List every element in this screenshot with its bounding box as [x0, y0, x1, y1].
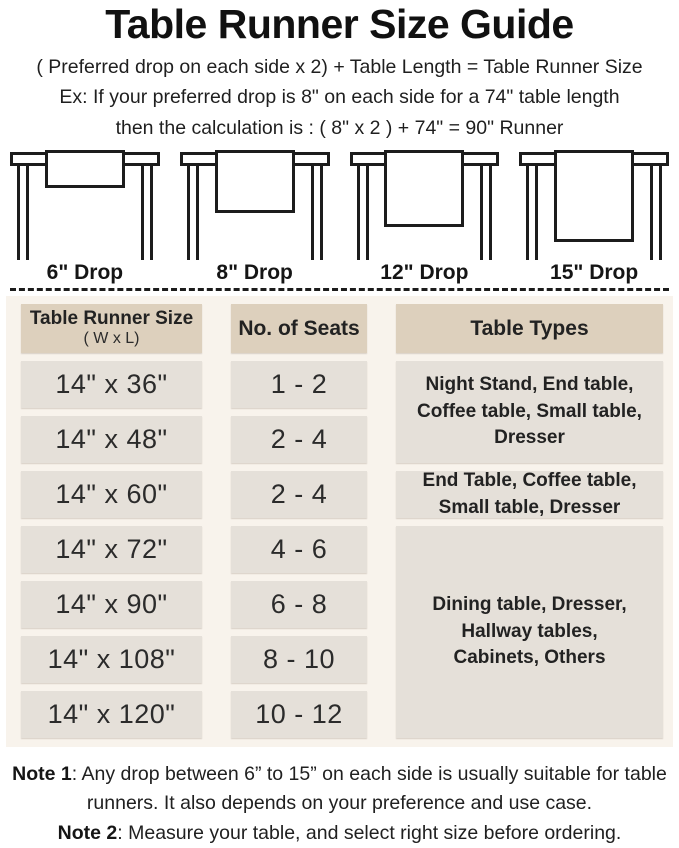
table-types-value: End Table, Coffee table, Small table, Dresser: [422, 469, 637, 518]
seats-value: 10 - 12: [255, 699, 343, 730]
runner-size-header-sub: ( W x L): [83, 330, 140, 348]
note-1-text: : Any drop between 6” to 15” on each side is usually suitable for table runners. It also depends on your preference and use case.: [71, 763, 667, 815]
runner-size-cell: [21, 471, 202, 518]
seats-cell: [231, 361, 367, 408]
seats-value: 6 - 8: [270, 589, 328, 620]
table-types-header-cell: [396, 304, 663, 353]
note-2-label: Note 2: [57, 821, 118, 844]
runner-size-value: 14" x 72": [55, 534, 168, 565]
table-types-value: Dining table, Dresser, Hallway tables, Cabinets, Others: [432, 594, 627, 669]
seats-value: 8 - 10: [262, 644, 336, 675]
seats-cell: [231, 526, 367, 573]
seats-value: 4 - 6: [270, 534, 328, 565]
note-2-text: : Measure your table, and select right size before ordering.: [117, 821, 622, 844]
seats-column: [231, 304, 367, 738]
table-leg-illustration: [480, 162, 492, 260]
seats-cell: [231, 471, 367, 518]
runner-size-header-title: Table Runner Size: [29, 308, 194, 330]
runner-size-value: 14" x 48": [55, 424, 168, 455]
table-leg-illustration: [17, 162, 29, 260]
seats-cell: [231, 691, 367, 738]
runner-size-cell: [21, 416, 202, 463]
table-leg-illustration: [650, 162, 662, 260]
table-types-cell: [396, 471, 663, 518]
table-runner-illustration: [384, 150, 464, 227]
runner-size-cell: [21, 691, 202, 738]
note-1: [4, 760, 675, 819]
drop-label-6: 6" Drop: [46, 261, 124, 285]
seats-cell: [231, 416, 367, 463]
table-leg-illustration: [357, 162, 369, 260]
page-title: Table Runner Size Guide: [105, 1, 574, 47]
diagram-12-inch-drop: [340, 147, 510, 260]
drop-diagrams: [0, 147, 679, 260]
note-2: [4, 819, 675, 848]
table-leg-illustration: [311, 162, 323, 260]
runner-size-value: 14" x 90": [55, 589, 168, 620]
runner-size-cell: [21, 361, 202, 408]
diagram-8-inch-drop: [170, 147, 340, 260]
table-types-cell: [396, 526, 663, 738]
runner-size-cell: [21, 636, 202, 683]
diagram-15-inch-drop: [509, 147, 679, 260]
runner-size-cell: [21, 581, 202, 628]
runner-size-column: [21, 304, 202, 738]
example-line-1: Ex: If your preferred drop is 8" on each side for a 74" table length: [59, 86, 620, 109]
drop-label-15: 15" Drop: [550, 261, 639, 285]
runner-size-value: 14" x 120": [47, 699, 176, 730]
table-leg-illustration: [141, 162, 153, 260]
runner-size-value: 14" x 108": [47, 644, 176, 675]
table-types-column: [396, 304, 663, 738]
table-types-header-title: Table Types: [470, 316, 589, 340]
runner-size-value: 14" x 60": [55, 479, 168, 510]
drop-labels: [0, 261, 679, 285]
runner-size-value: 14" x 36": [55, 369, 168, 400]
diagram-6-inch-drop: [0, 147, 170, 260]
table-runner-illustration: [554, 150, 634, 242]
seats-header-cell: [231, 304, 367, 353]
table-runner-illustration: [45, 150, 125, 188]
runner-size-header-cell: [21, 304, 202, 353]
formula-text: ( Preferred drop on each side x 2) + Table Length = Table Runner Size: [36, 56, 643, 79]
drop-label-12: 12" Drop: [380, 261, 469, 285]
drop-label-8: 8" Drop: [216, 261, 293, 285]
table-leg-illustration: [526, 162, 538, 260]
table-runner-illustration: [215, 150, 295, 213]
notes-section: [0, 747, 679, 848]
example-line-2: then the calculation is : ( 8" x 2 ) + 74" = 90" Runner: [115, 116, 564, 139]
size-table-panel: [6, 296, 673, 747]
seats-value: 2 - 4: [270, 479, 328, 510]
dashed-divider: [10, 288, 669, 291]
seats-cell: [231, 581, 367, 628]
seats-value: 1 - 2: [270, 369, 328, 400]
table-types-value: Night Stand, End table, Coffee table, Small table, Dresser: [417, 374, 642, 449]
note-1-label: Note 1: [12, 763, 72, 786]
runner-size-cell: [21, 526, 202, 573]
table-types-cell: [396, 361, 663, 463]
table-leg-illustration: [187, 162, 199, 260]
seats-header-title: No. of Seats: [238, 316, 360, 340]
seats-cell: [231, 636, 367, 683]
seats-value: 2 - 4: [270, 424, 328, 455]
